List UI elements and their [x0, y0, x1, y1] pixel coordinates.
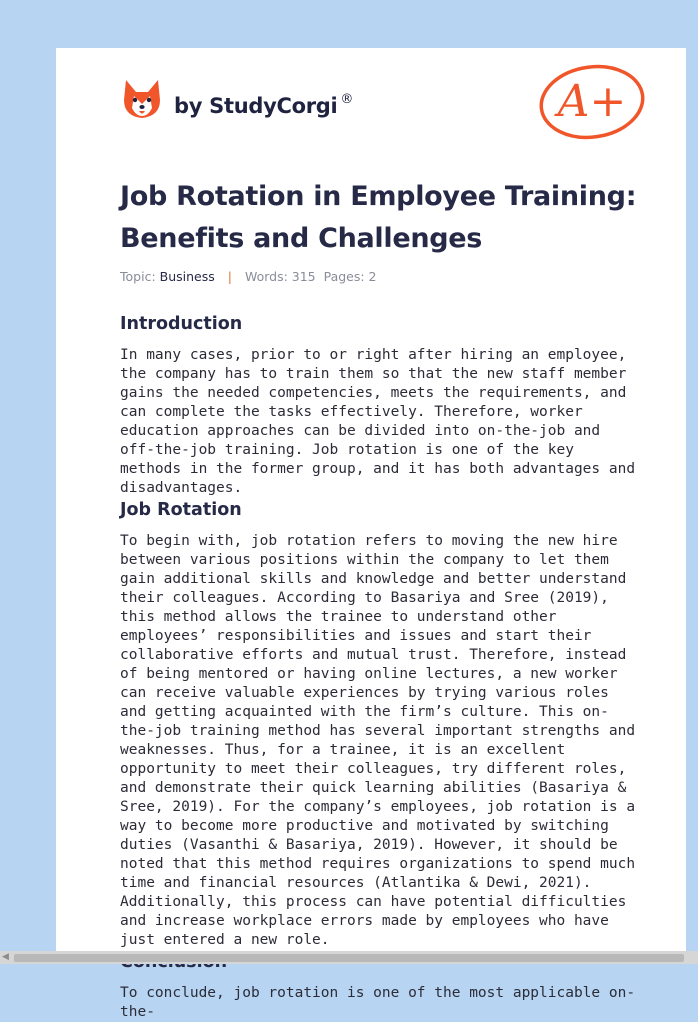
- section-heading-job-rotation: Job Rotation: [120, 500, 242, 520]
- topic-label: Topic:: [120, 269, 156, 284]
- topic-link[interactable]: Business: [159, 269, 215, 284]
- word-count: Words: 315: [244, 269, 316, 284]
- document-page: [56, 48, 686, 1020]
- horizontal-scrollbar[interactable]: [0, 951, 698, 964]
- scrollbar-thumb[interactable]: [14, 954, 684, 962]
- grade-badge: [538, 60, 650, 142]
- meta-separator: |: [227, 269, 232, 284]
- section-text-introduction: In many cases, prior to or right after hiring an employee, the company has to train them so that the new staff member gains the needed competencies, meets the requirements, and can complete the tasks effectively. Therefore, worker education approaches can be divided into on-the-job and off-the-job training. Job rotation is one of the key methods in the former group, and it has both advantages and disadvantages.: [120, 347, 636, 496]
- corgi-logo-icon: [122, 78, 162, 122]
- grade-text: A+: [557, 76, 627, 127]
- document-body: [120, 312, 640, 1022]
- section-text-job-rotation: To begin with, job rotation refers to moving the new hire between various positions within the company to let them gain additional skills and knowledge and better understand their colleagues. According to Basariya and Sree (2019), this method allows the trainee to understand other employees’ responsibilities and issues and start their collaborative efforts and mutual trust. Therefore, instead of being mentored or having online lectures, a new worker can receive valuable experiences by trying various roles and getting acquainted with the firm’s culture. This on-the-job training method has several important strengths and weaknesses. Thus, for a trainee, it is an excellent opportunity to meet their colleagues, try different roles, and demonstrate their quick learning abilities (Basariya & Sree, 2019). For the company’s employees, job rotation is a way to become more productive and motivated by switching duties (Vasanthi & Basariya, 2019). However, it should be noted that this method requires organizations to spend much time and financial resources (Atlantika & Dewi, 2021). Additionally, this process can have potential difficulties and increase workplace errors made by employees who have just entered a new role.: [120, 533, 636, 948]
- brand-name[interactable]: by StudyCorgi ®: [174, 92, 354, 118]
- scroll-left-icon[interactable]: ◀: [2, 952, 9, 962]
- section-heading-introduction: Introduction: [120, 314, 243, 334]
- page-count: Pages: 2: [323, 269, 377, 284]
- section-text-conclusion: To conclude, job rotation is one of the most applicable on-the-: [120, 985, 636, 1020]
- page-title: Job Rotation in Employee Training: Benefits and Challenges: [120, 181, 637, 254]
- document-meta: [120, 269, 377, 284]
